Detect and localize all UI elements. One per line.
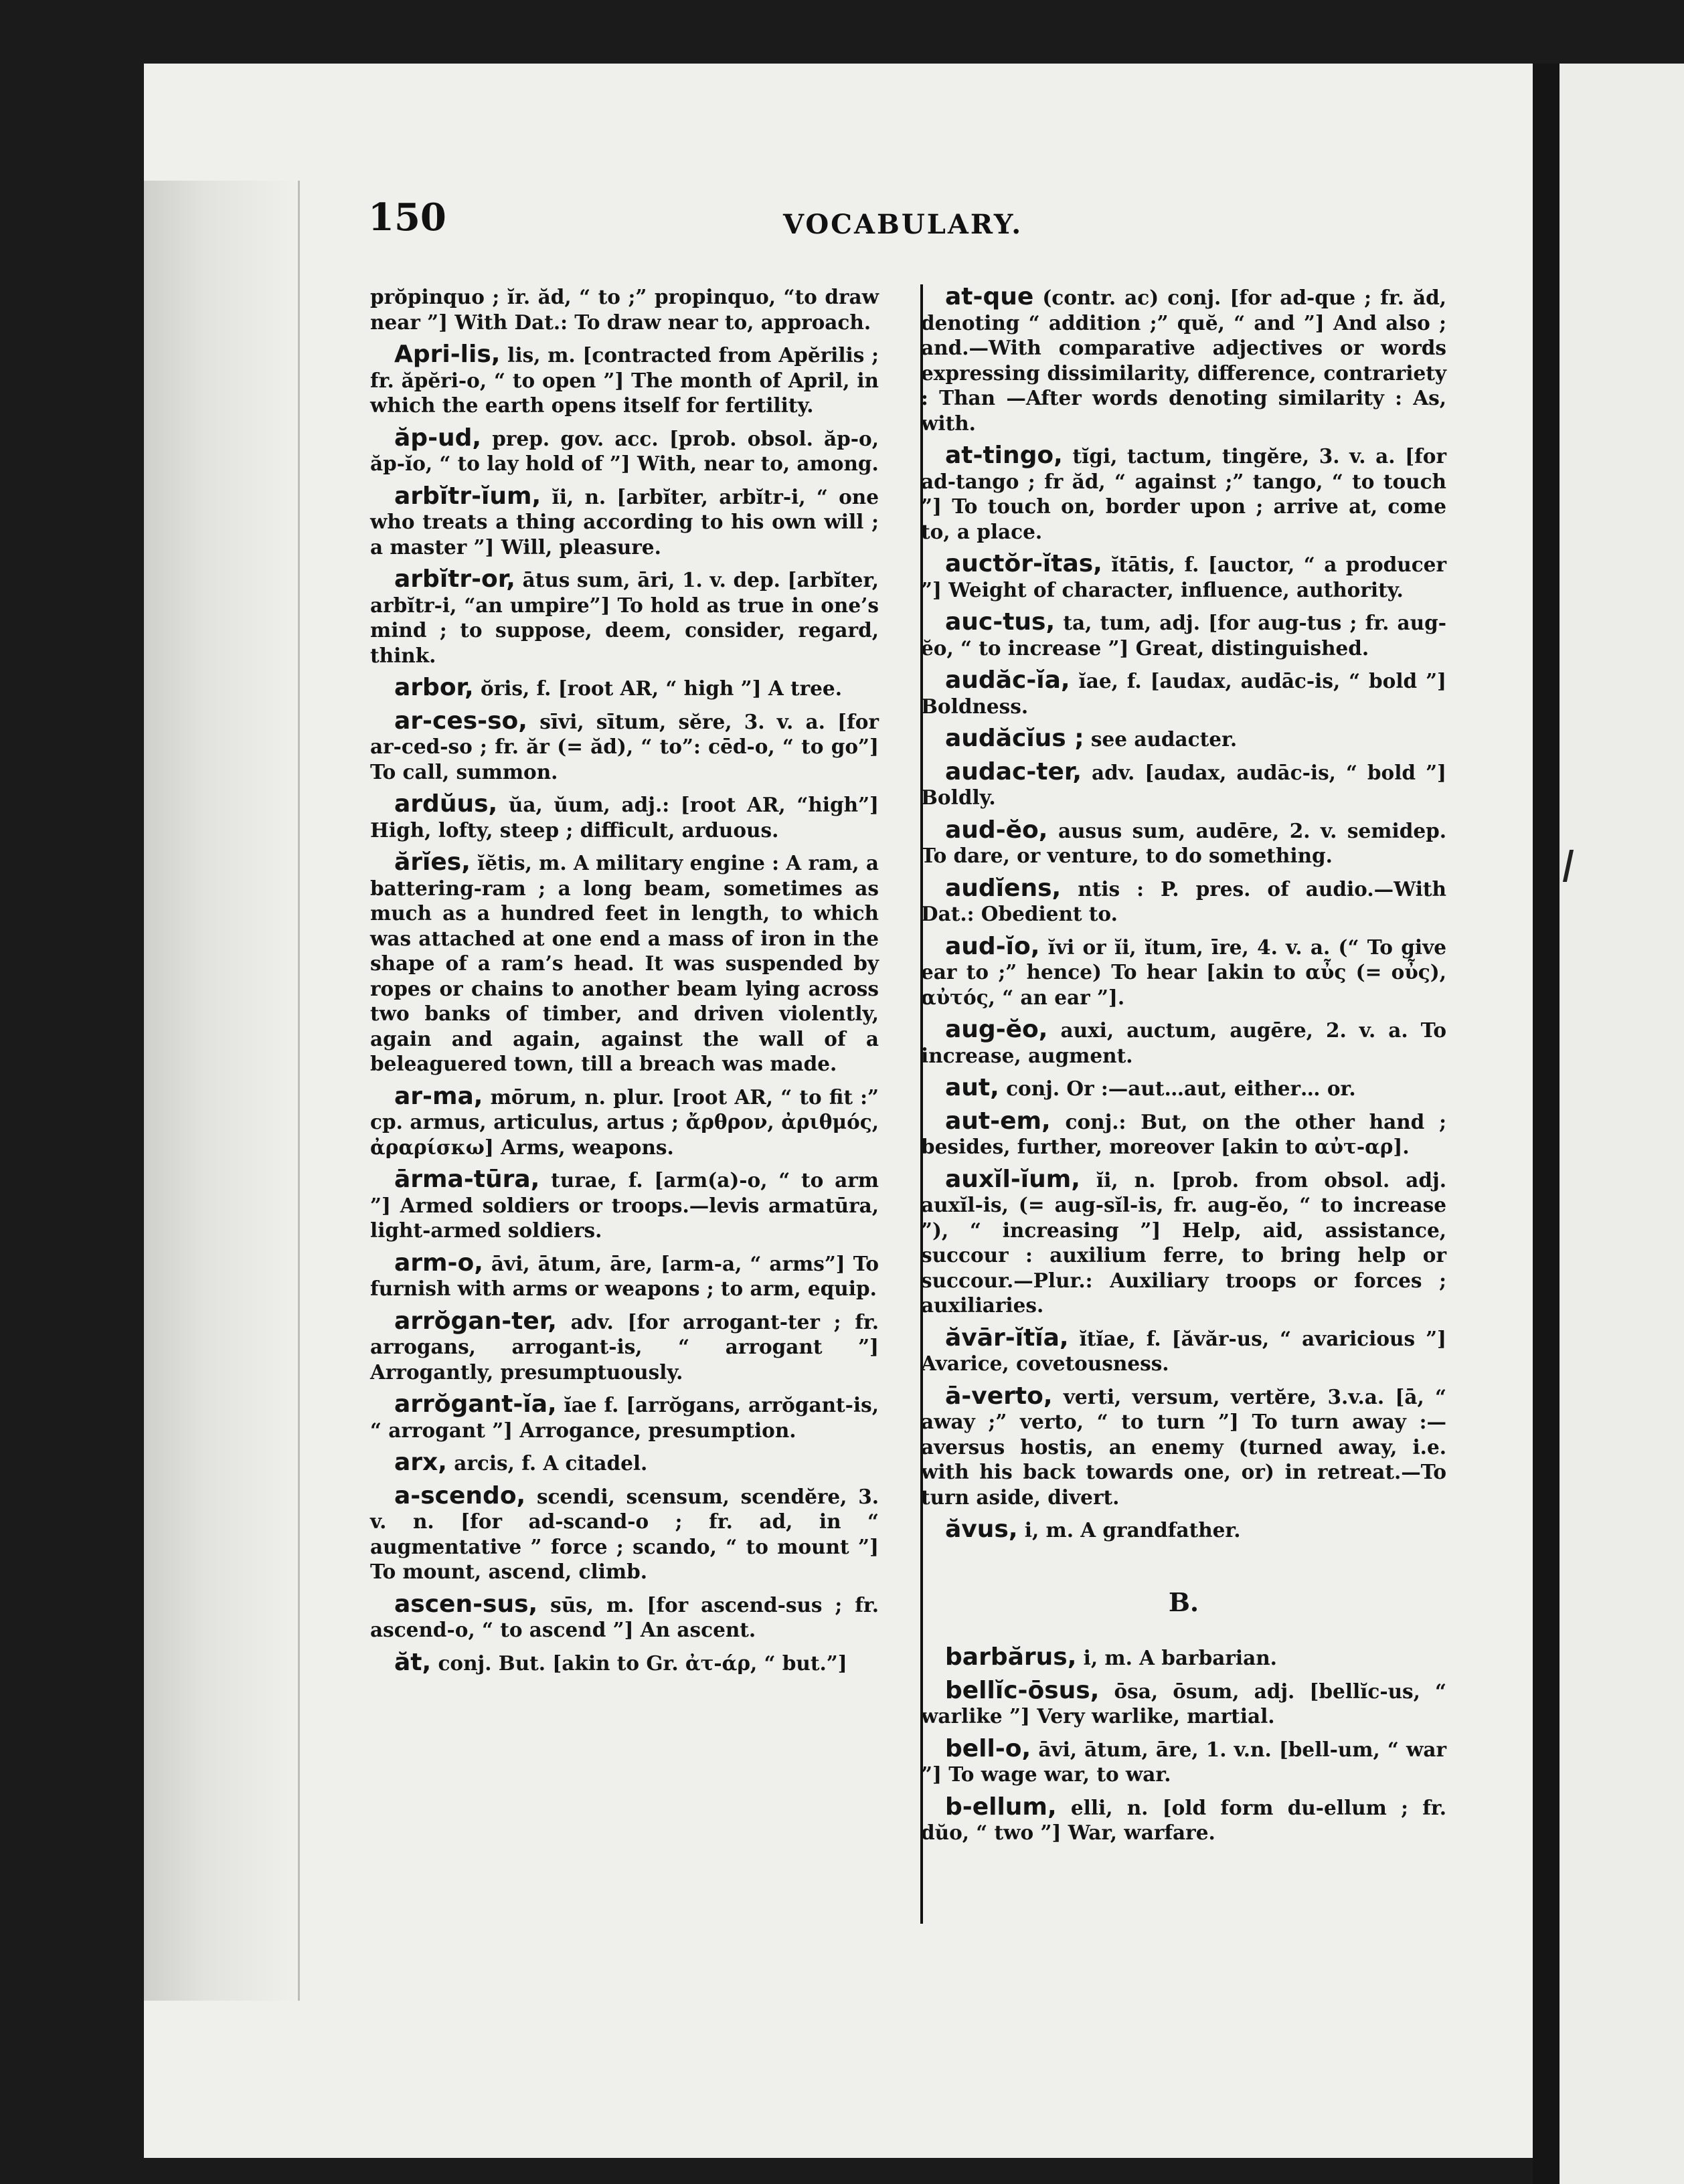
dictionary-entry (921, 1384, 1446, 1510)
entry-definition: ŏris, f. [root AR, “ high ”] A tree. (473, 676, 842, 700)
dictionary-entry (921, 1075, 1446, 1101)
page-number: 150 (368, 195, 446, 240)
entry-headword: bell-o, (945, 1734, 1031, 1762)
entry-headword: ăvus, (945, 1516, 1018, 1543)
entry-headword: at-que (945, 283, 1034, 310)
entry-definition: mōrum, n. plur. [root AR, “ to fit :” cp. armus, articulus, artus ; ἄρθρον, ἀριθμός, ἀραρίσκω] Arms, weapons. (370, 1085, 879, 1159)
entry-headword: b-ellum, (945, 1793, 1057, 1821)
entry-headword: a-scendo, (394, 1481, 526, 1510)
entry-definition: ta, tum, adj. [for aug-tus ; fr. aug-ĕo, “ to increase ”] Great, distinguished. (921, 611, 1446, 660)
entry-definition: adv. [for arrogant-ter ; fr. arrogans, arrogant-is, “ arrogant ”] Arrogantly, presumptuously. (370, 1309, 879, 1384)
right-column-entries-a (921, 284, 1446, 1543)
dictionary-entry (370, 1592, 879, 1643)
dictionary-entry (370, 675, 879, 701)
dictionary-entry (370, 1251, 879, 1301)
entry-headword: audăc-ĭa, (945, 666, 1070, 694)
dictionary-entry (370, 1450, 879, 1476)
dictionary-entry (921, 443, 1446, 544)
entry-definition: ōsa, ōsum, adj. [bellĭc-us, “ warlike ”] Very warlike, martial. (921, 1679, 1446, 1728)
running-head: VOCABULARY. (783, 209, 1023, 240)
entry-definition: āvi, ātum, āre, [arm-a, “ arms”] To furnish with arms or weapons ; to arm, equip. (370, 1251, 879, 1300)
entry-definition: lis, m. [contracted from Apĕrilis ; fr. ăpĕri-o, “ to open ”] The month of April, in which the earth opens itself for fertility. (370, 343, 879, 417)
entry-headword: bellĭc-ōsus, (945, 1676, 1100, 1704)
dictionary-entry (370, 1309, 879, 1385)
entry-headword: at-tingo, (945, 442, 1063, 469)
entry-definition: prep. gov. acc. [prob. obsol. ăp-o, ăp-ĭo, “ to lay hold of ”] With, near to, among. (370, 426, 879, 475)
dictionary-entry (921, 726, 1446, 752)
left-column (370, 284, 879, 1683)
dictionary-entry (921, 668, 1446, 719)
dictionary-entry (921, 1326, 1446, 1376)
entry-headword: aut-em, (945, 1107, 1051, 1135)
entry-headword: arbĭtr-or, (394, 565, 515, 593)
dictionary-entry (370, 850, 879, 1077)
facing-page-edge (1560, 64, 1684, 2184)
entry-headword: arrŏgant-ĭa, (394, 1390, 557, 1418)
entry-definition: ŭa, ŭum, adj.: [root AR, “high”] High, lofty, steep ; difficult, arduous. (370, 793, 879, 842)
entry-definition: adv. [audax, audāc-is, “ bold ”] Boldly. (921, 760, 1446, 809)
entry-definition: i, m. A grandfather. (1017, 1518, 1241, 1542)
entry-definition: ĭĕtis, m. A military engine : A ram, a battering-ram ; a long beam, sometimes as much as a hundred feet in length, to which was attached at one end a mass of iron in the shape of a ram’s head. It was suspended by ropes or chains to another beam lying across two banks of timber, and driven violently, again and again, against the wall of a beleaguered town, till a breach was made. (370, 851, 879, 1075)
entry-definition: ĭvi or ĭi, ĭtum, īre, 4. v. a. (“ To give ear to ;” hence) To hear [akin to αὖς (= οὖς), αὐτός, “ an ear ”]. (921, 935, 1446, 1009)
entry-headword: audăcĭus ; (945, 725, 1084, 752)
entry-definition: ĭtātis, f. [auctor, “ a producer ”] Weight of character, influence, authority. (921, 553, 1446, 602)
dictionary-entry (370, 567, 879, 668)
book-spine (1533, 64, 1560, 2184)
dictionary-entry (921, 1678, 1446, 1729)
entry-definition: arcis, f. A citadel. (446, 1451, 648, 1475)
dictionary-entry (921, 1017, 1446, 1068)
entry-definition: scendi, scensum, scendĕre, 3. v. n. [for ad-scand-o ; fr. ad, in “ augmentative ” force ; scando, “ to mount ”] To mount, ascend, climb. (370, 1484, 879, 1583)
entry-headword: aud-ĭo, (945, 932, 1040, 960)
dictionary-entry (370, 1084, 879, 1160)
dictionary-entry (370, 484, 879, 560)
entry-headword: arbor, (394, 674, 474, 701)
entry-headword: arx, (394, 1449, 447, 1476)
entry-headword: ar-ces-so, (394, 707, 527, 735)
entry-definition: ātus sum, āri, 1. v. dep. [arbĭter, arbĭtr-i, “an umpire”] To hold as true in one’s mind ; to suppose, deem, consider, regard, think. (370, 568, 879, 667)
dictionary-entry (370, 1392, 879, 1443)
entry-definition: prŏpinquo ; ĭr. ăd, “ to ;” propinquo, “to draw near ”] With Dat.: To draw near to, approach. (370, 285, 879, 334)
entry-definition: sīvi, sītum, sĕre, 3. v. a. [for ar-ced-so ; fr. ăr (= ăd), “ to”: cēd-o, “ to go”] To call, summon. (370, 709, 879, 784)
entry-headword: ardŭus, (394, 790, 498, 818)
dictionary-entry (921, 876, 1446, 927)
dictionary-entry (921, 1517, 1446, 1543)
dictionary-entry (921, 818, 1446, 869)
entry-definition: ĭae f. [arrŏgans, arrŏgant-is, “ arrogant ”] Arrogance, presumption. (370, 1393, 879, 1442)
entry-definition: tĭgi, tactum, tingĕre, 3. v. a. [for ad-tango ; fr ăd, “ against ;” tango, “ to touch ”] To touch on, border upon ; arrive at, come to, a place. (921, 444, 1446, 543)
entry-headword: auctŏr-ĭtas, (945, 550, 1102, 577)
entry-headword: ar-ma, (394, 1082, 483, 1110)
dictionary-entry (921, 1109, 1446, 1160)
entry-headword: ăt, (394, 1648, 432, 1676)
entry-headword: ārma-tūra, (394, 1166, 540, 1193)
dictionary-entry (370, 342, 879, 418)
dictionary-entry (370, 1167, 879, 1243)
entry-headword: barbărus, (945, 1643, 1077, 1671)
entry-definition: see audacter. (1084, 727, 1238, 751)
dictionary-entry (370, 709, 879, 785)
entry-definition: ntis : P. pres. of audio.—With Dat.: Obedient to. (921, 877, 1446, 925)
entry-headword: audĭens, (945, 874, 1062, 902)
dictionary-entry (921, 610, 1446, 660)
dictionary-entry (921, 759, 1446, 810)
entry-headword: ăp-ud, (394, 424, 482, 452)
dictionary-entry (370, 1650, 879, 1676)
entry-definition: conj.: But, on the other hand ; besides, further, moreover [akin to αὐτ-αρ]. (921, 1109, 1446, 1158)
entry-definition: ĭae, f. [audax, audāc-is, “ bold ”] Boldness. (921, 669, 1446, 718)
section-letter: B. (1168, 1586, 1199, 1617)
entry-headword: aug-ĕo, (945, 1016, 1048, 1043)
dictionary-entry (921, 284, 1446, 436)
entry-headword: audac-ter, (945, 757, 1082, 786)
entry-definition: ĭi, n. [prob. from obsol. adj. auxĭl-is, (= aug-sĭl-is, fr. aug-ĕo, “ to increase ”), “ increasing ”] Help, aid, assistance, succour : auxilium ferre, to bring help or succour.—Plur.: Auxiliary troops or forces ; auxiliaries. (921, 1168, 1446, 1317)
entry-headword: auxĭl-ĭum, (945, 1165, 1080, 1193)
entry-headword: ā-verto, (945, 1382, 1053, 1410)
dictionary-entry (370, 426, 879, 476)
entry-definition: elli, n. [old form du-ellum ; fr. dŭo, “ two ”] War, warfare. (921, 1795, 1446, 1844)
dictionary-entry (370, 284, 879, 335)
entry-headword: ascen-sus, (394, 1590, 538, 1618)
entry-definition: i, m. A barbarian. (1076, 1646, 1277, 1669)
entry-definition: (contr. ac) conj. [for ad-que ; fr. ăd, denoting “ addition ;” quĕ, “ and ”] And also ; and.—With comparative adjectives or words expressing dissimilarity, difference, contrariety : Than —After words denoting similarity : As, with. (921, 286, 1446, 435)
entry-definition: ĭi, n. [arbĭter, arbĭtr-i, “ one who treats a thing according to his own will ; a master ”] Will, pleasure. (370, 484, 879, 559)
entry-definition: ĭtĭae, f. [ăvăr-us, “ avaricious ”] Avarice, covetousness. (921, 1326, 1446, 1375)
dictionary-entry (921, 1736, 1446, 1787)
entry-headword: arm-o, (394, 1249, 483, 1277)
entry-headword: aud-ĕo, (945, 816, 1048, 844)
entry-headword: ărĭes, (394, 848, 471, 876)
entry-headword: auc-tus, (945, 608, 1056, 636)
entry-definition: turae, f. [arm(a)-o, “ to arm ”] Armed soldiers or troops.—levis armatūra, light-armed soldiers. (370, 1168, 879, 1242)
entry-definition: conj. But. [akin to Gr. ἀτ-άρ, “ but.”] (431, 1651, 847, 1675)
entry-headword: aut, (945, 1074, 999, 1101)
entry-headword: ăvār-ĭtĭa, (945, 1324, 1069, 1352)
dictionary-entry (370, 792, 879, 842)
right-column-entries-b (921, 1645, 1446, 1845)
dictionary-entry (921, 1645, 1446, 1671)
entry-definition: āvi, ātum, āre, 1. v.n. [bell-um, “ war ”] To wage war, to war. (921, 1737, 1446, 1786)
entry-headword: arbĭtr-ĭum, (394, 482, 541, 510)
dictionary-entry (921, 1167, 1446, 1318)
dictionary-entry (921, 551, 1446, 602)
dictionary-entry (370, 1483, 879, 1584)
dictionary-entry (921, 934, 1446, 1010)
entry-definition: conj. Or :—aut…aut, either… or. (999, 1077, 1356, 1100)
entry-headword: arrŏgan-ter, (394, 1307, 557, 1335)
entry-definition: auxi, auctum, augēre, 2. v. a. To increase, augment. (921, 1018, 1446, 1067)
page-edge-shadow (144, 181, 300, 2001)
entry-definition: verti, versum, vertĕre, 3.v.a. [ā, “ away ;” verto, “ to turn ”] To turn away :—aversus hostis, an enemy (turned away, i.e. with his back towards one, or) in retreat.—To turn aside, divert. (921, 1384, 1446, 1509)
dictionary-entry (921, 1795, 1446, 1845)
entry-definition: sūs, m. [for ascend-sus ; fr. ascend-o, “ to ascend ”] An ascent. (370, 1592, 879, 1641)
entry-headword: Apri-lis, (394, 341, 501, 368)
entry-definition: ausus sum, audēre, 2. v. semidep. To dare, or venture, to do something. (921, 818, 1446, 867)
right-column (921, 284, 1446, 1853)
